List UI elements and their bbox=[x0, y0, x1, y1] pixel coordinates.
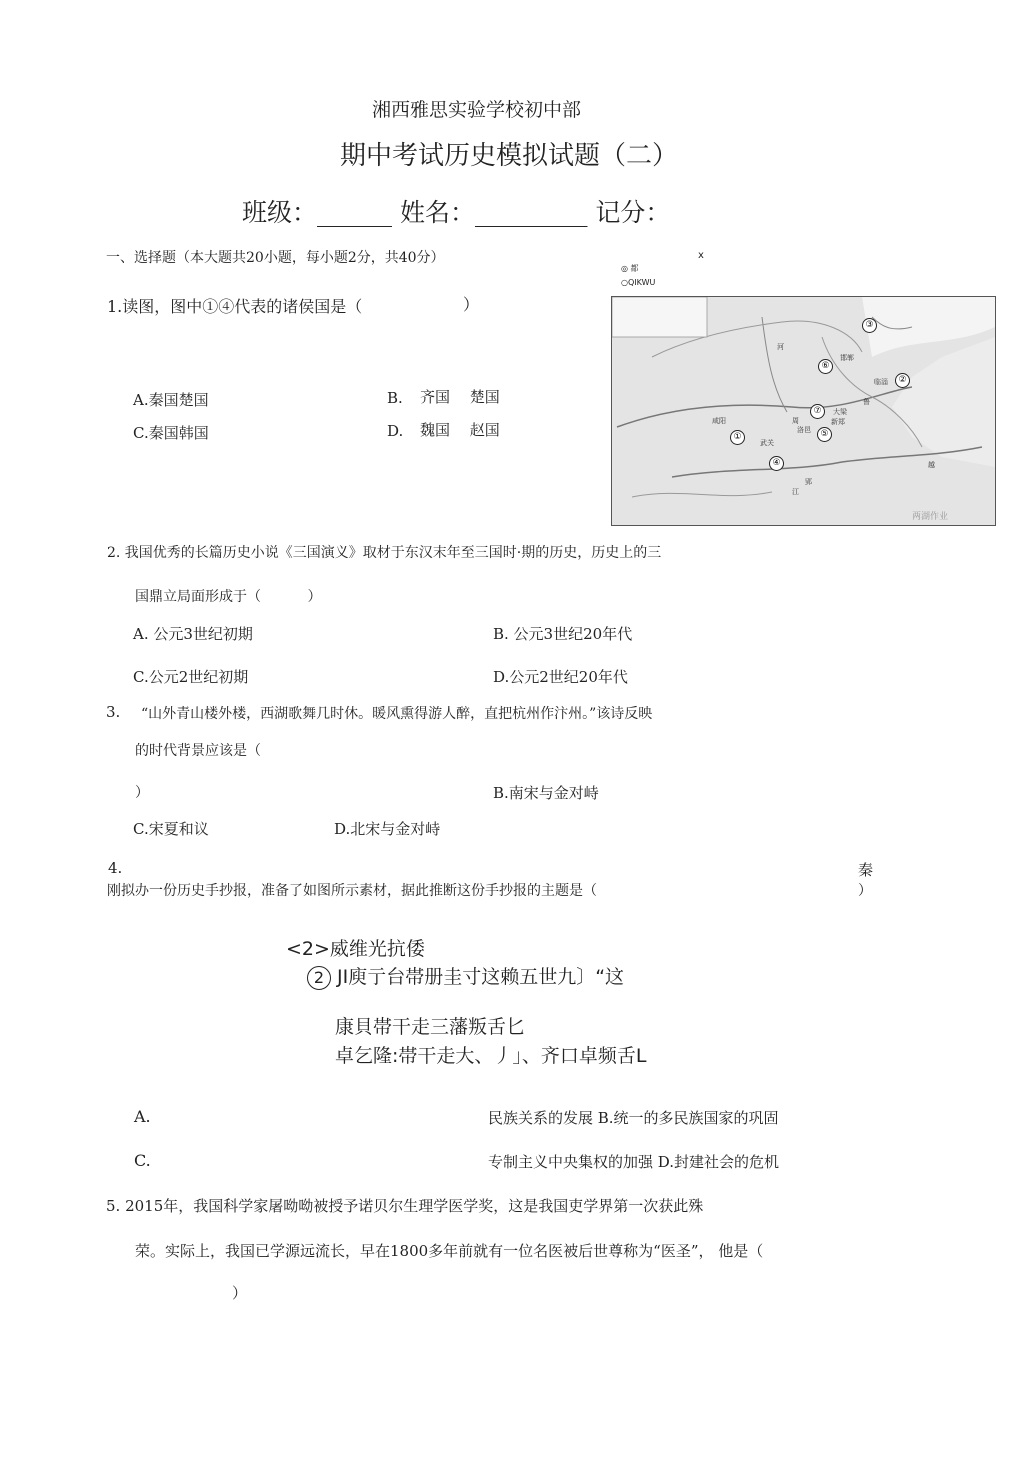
q1-option-b: 齐国 楚国 bbox=[420, 388, 500, 406]
q2-option-c: C.公元2世纪初期 bbox=[133, 668, 249, 686]
q4-option-c-d: 专制主义中央集权的加强 D.封建社会的危机 bbox=[488, 1153, 780, 1171]
map-legend-x: x bbox=[698, 250, 704, 261]
q1-stem: 1.读图，图中①④代表的诸侯国是（ bbox=[107, 297, 363, 316]
map-label-zhou: 周 bbox=[792, 417, 799, 425]
map-marker-4: ④ bbox=[769, 456, 784, 471]
map-label-luoyi: 洛邑 bbox=[797, 426, 811, 434]
map-label-ying: 郢 bbox=[805, 478, 812, 486]
q2-option-b: B. 公元3世纪20年代 bbox=[493, 625, 633, 643]
q4-material-line2 bbox=[307, 962, 624, 990]
q2-option-a: A. 公元3世纪初期 bbox=[133, 625, 253, 643]
q1-option-d: 魏国 赵国 bbox=[420, 421, 500, 439]
q3-option-b: B.南宋与金对峙 bbox=[493, 784, 599, 802]
q1-option-d-label: D. bbox=[387, 422, 404, 440]
map-label-wuguan: 武关 bbox=[760, 439, 774, 447]
q1-option-c: C.秦国韩国 bbox=[133, 424, 209, 442]
map-label-linzi: 临淄 bbox=[874, 378, 888, 386]
map-legend-state: ○QIKWU bbox=[621, 278, 656, 287]
map-marker-1: ① bbox=[730, 430, 745, 445]
info-line: 班级：______ 姓名：_________ 记分： bbox=[242, 198, 671, 227]
map-label-yue: 越 bbox=[928, 461, 935, 469]
school-name: 湘西雅思实验学校初中部 bbox=[372, 99, 582, 121]
map-marker-5: ⑤ bbox=[817, 427, 832, 442]
q2-option-d: D.公元2世纪20年代 bbox=[493, 668, 628, 686]
map-label-xinzheng: 新郑 bbox=[831, 418, 845, 426]
q3-number: 3. bbox=[106, 703, 121, 721]
map-label-xianyang: 咸阳 bbox=[712, 417, 726, 425]
q5-close: ） bbox=[232, 1284, 248, 1302]
q5-line1: 5. 2015年，我国科学家屠呦呦被授予诺贝尔生理学医学奖，这是我国吏学界第一次获此殊 bbox=[106, 1197, 704, 1215]
map-drawing bbox=[612, 297, 995, 525]
map-label-daliang: 大梁 bbox=[833, 408, 847, 416]
q4-material-line3: 康貝帯干走三藩叛舌匕 bbox=[335, 1016, 526, 1038]
circled-number: 2 bbox=[307, 966, 331, 990]
q3-line2: 的时代背景应该是（ bbox=[135, 743, 261, 759]
q4-option-a-b: 民族关系的发展 B.统一的多民族国家的巩固 bbox=[488, 1109, 779, 1127]
q3-close: ） bbox=[135, 785, 149, 801]
map-label-lu: 鲁 bbox=[863, 398, 870, 406]
q4-side-top: 秦 bbox=[858, 861, 874, 879]
q4-material-line1: <2>威维光抗倭 bbox=[286, 938, 425, 960]
q4-material-line4: 卓乞隆:帯干走大、丿」、齐口卓频舌L bbox=[335, 1045, 647, 1067]
q4-option-a-label: A. bbox=[134, 1107, 151, 1126]
q2-line2: 国鼎立局面形成于（ ） bbox=[135, 589, 322, 605]
q3-option-d: D.北宋与金对峙 bbox=[334, 820, 441, 838]
q1-option-a: A.秦国楚国 bbox=[133, 391, 209, 409]
section-heading: 一、选择题（本大题共20小题，每小题2分，共40分） bbox=[106, 250, 445, 266]
map-label-he: 河 bbox=[777, 343, 784, 351]
map-label-handan: 邯郸 bbox=[840, 354, 854, 362]
q4-stem: 刚拟办一份历史手抄报，准备了如图所示素材，据此推断这份手抄报的主题是（ bbox=[107, 883, 597, 899]
q3-line1: “山外青山楼外楼，西湖歌舞几时休。暖风熏得游人醉，直把杭州作汴州。”该诗反映 bbox=[141, 706, 653, 722]
q4-number: 4. bbox=[108, 859, 123, 877]
q5-line2: 荣。实际上，我国已学源远流长，早在1800多年前就有一位名医被后世尊称为“医圣”， 他是（ bbox=[135, 1242, 764, 1260]
q4-close: ） bbox=[858, 883, 872, 899]
q1-close: ） bbox=[463, 295, 480, 314]
q4-material-line2-text: JI庾亍台帯册圭寸这赖五世九〕“这 bbox=[337, 966, 625, 988]
q4-option-c-label: C. bbox=[134, 1151, 151, 1170]
map-marker-3: ③ bbox=[862, 318, 877, 333]
map-watermark: 两湖作业 bbox=[912, 512, 949, 522]
map-marker-2: ② bbox=[895, 373, 910, 388]
warring-states-map bbox=[611, 296, 996, 526]
q1-option-b-label: B. bbox=[387, 389, 403, 407]
map-marker-7: ⑦ bbox=[810, 404, 825, 419]
q3-option-c: C.宋夏和议 bbox=[133, 820, 209, 838]
map-label-jiang: 江 bbox=[792, 488, 799, 496]
q2-line1: 2. 我国优秀的长篇历史小说《三国演义》取材于东汉末年至三国时·期的历史，历史上的三 bbox=[107, 545, 662, 561]
map-legend-capital: ◎ 都 bbox=[621, 264, 639, 273]
map-marker-6: ⑥ bbox=[818, 359, 833, 374]
page-title: 期中考试历史模拟试题（二） bbox=[340, 141, 679, 171]
